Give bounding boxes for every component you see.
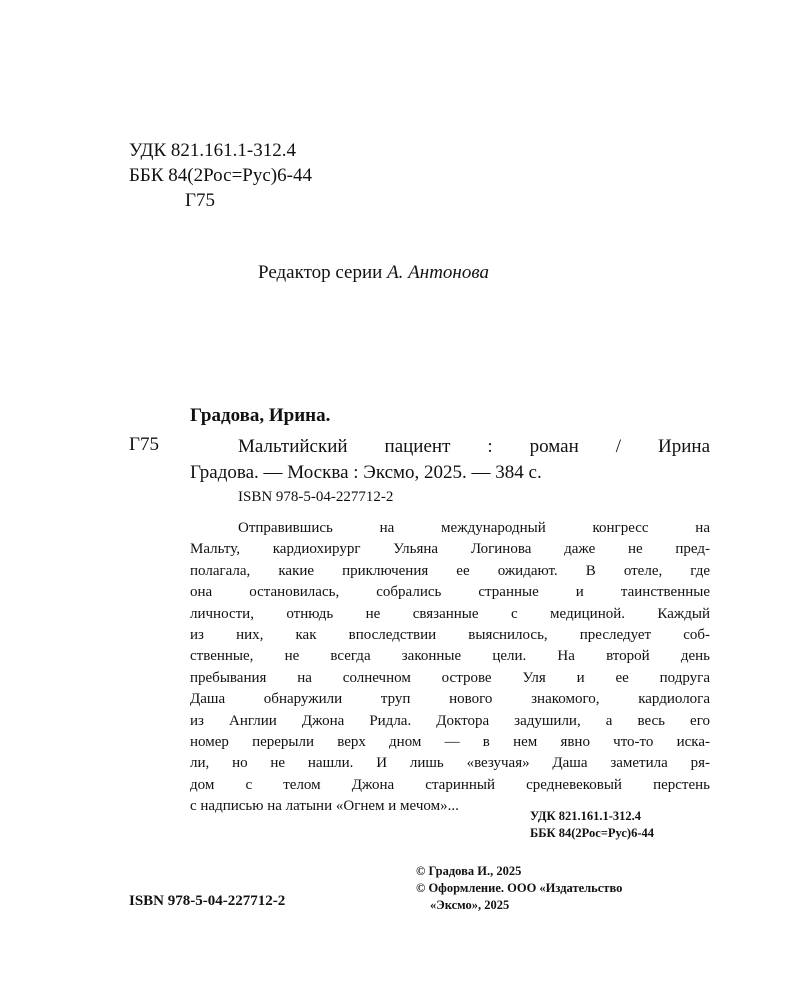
copyright-author: © Градова И., 2025 bbox=[416, 864, 522, 878]
annotation-line: Мальту, кардиохирург Ульяна Логинова даже не пред- bbox=[190, 541, 710, 558]
series-editor-label: Редактор серии bbox=[258, 262, 383, 283]
bib-author-mark: Г75 bbox=[129, 434, 159, 455]
footer-bbk: ББК 84(2Рос=Рус)6-44 bbox=[530, 826, 654, 840]
annotation bbox=[190, 518, 710, 818]
bbk-code: ББК 84(2Рос=Рус)6-44 bbox=[129, 165, 312, 186]
annotation-line: полагала, какие приключения ее ожидают. В отеле, где bbox=[190, 562, 710, 579]
udk-code: УДК 821.161.1-312.4 bbox=[129, 140, 296, 161]
series-editor bbox=[258, 262, 489, 284]
classification-block bbox=[129, 138, 312, 213]
bib-imprint-line: Градова. — Москва : Эксмо, 2025. — 384 с. bbox=[190, 462, 542, 483]
footer-classification bbox=[530, 808, 654, 842]
copyright-publisher: «Эксмо», 2025 bbox=[430, 898, 510, 912]
annotation-line: номер перерыли верх дном — в нем явно что-то иска- bbox=[190, 734, 710, 751]
bib-isbn: ISBN 978-5-04-227712-2 bbox=[238, 489, 394, 505]
footer-isbn: ISBN 978-5-04-227712-2 bbox=[129, 893, 286, 909]
copyright-block bbox=[416, 863, 622, 914]
footer-udk: УДК 821.161.1-312.4 bbox=[530, 809, 641, 823]
annotation-line: из них, как впоследствии выяснилось, преследует соб- bbox=[190, 627, 710, 644]
annotation-line: пребывания на солнечном острове Уля и ее подруга bbox=[190, 669, 710, 686]
annotation-line: Отправившись на международный конгресс на bbox=[238, 520, 710, 536]
bib-title-line: Мальтийский пациент : роман / Ирина bbox=[238, 436, 710, 457]
bib-description bbox=[190, 434, 710, 486]
copyright-design: © Оформление. ООО «Издательство bbox=[416, 881, 623, 895]
annotation-line: ственные, не всегда законные цели. На второй день bbox=[190, 648, 710, 665]
series-editor-name: А. Антонова bbox=[387, 262, 489, 283]
annotation-line: дом с телом Джона старинный средневековый перстень bbox=[190, 776, 710, 793]
annotation-line: с надписью на латыни «Огнем и мечом»... bbox=[190, 798, 459, 815]
author-mark: Г75 bbox=[185, 190, 215, 211]
annotation-line: Даша обнаружили труп нового знакомого, кардиолога bbox=[190, 691, 710, 708]
annotation-line: она остановилась, собрались странные и таинственные bbox=[190, 584, 710, 601]
annotation-line: личности, отнюдь не связанные с медициной. Каждый bbox=[190, 605, 710, 622]
annotation-line: ли, но не нашли. И лишь «везучая» Даша заметила ря- bbox=[190, 755, 710, 772]
bib-author: Градова, Ирина. bbox=[190, 405, 331, 426]
annotation-line: из Англии Джона Ридла. Доктора задушили, а весь его bbox=[190, 712, 710, 729]
